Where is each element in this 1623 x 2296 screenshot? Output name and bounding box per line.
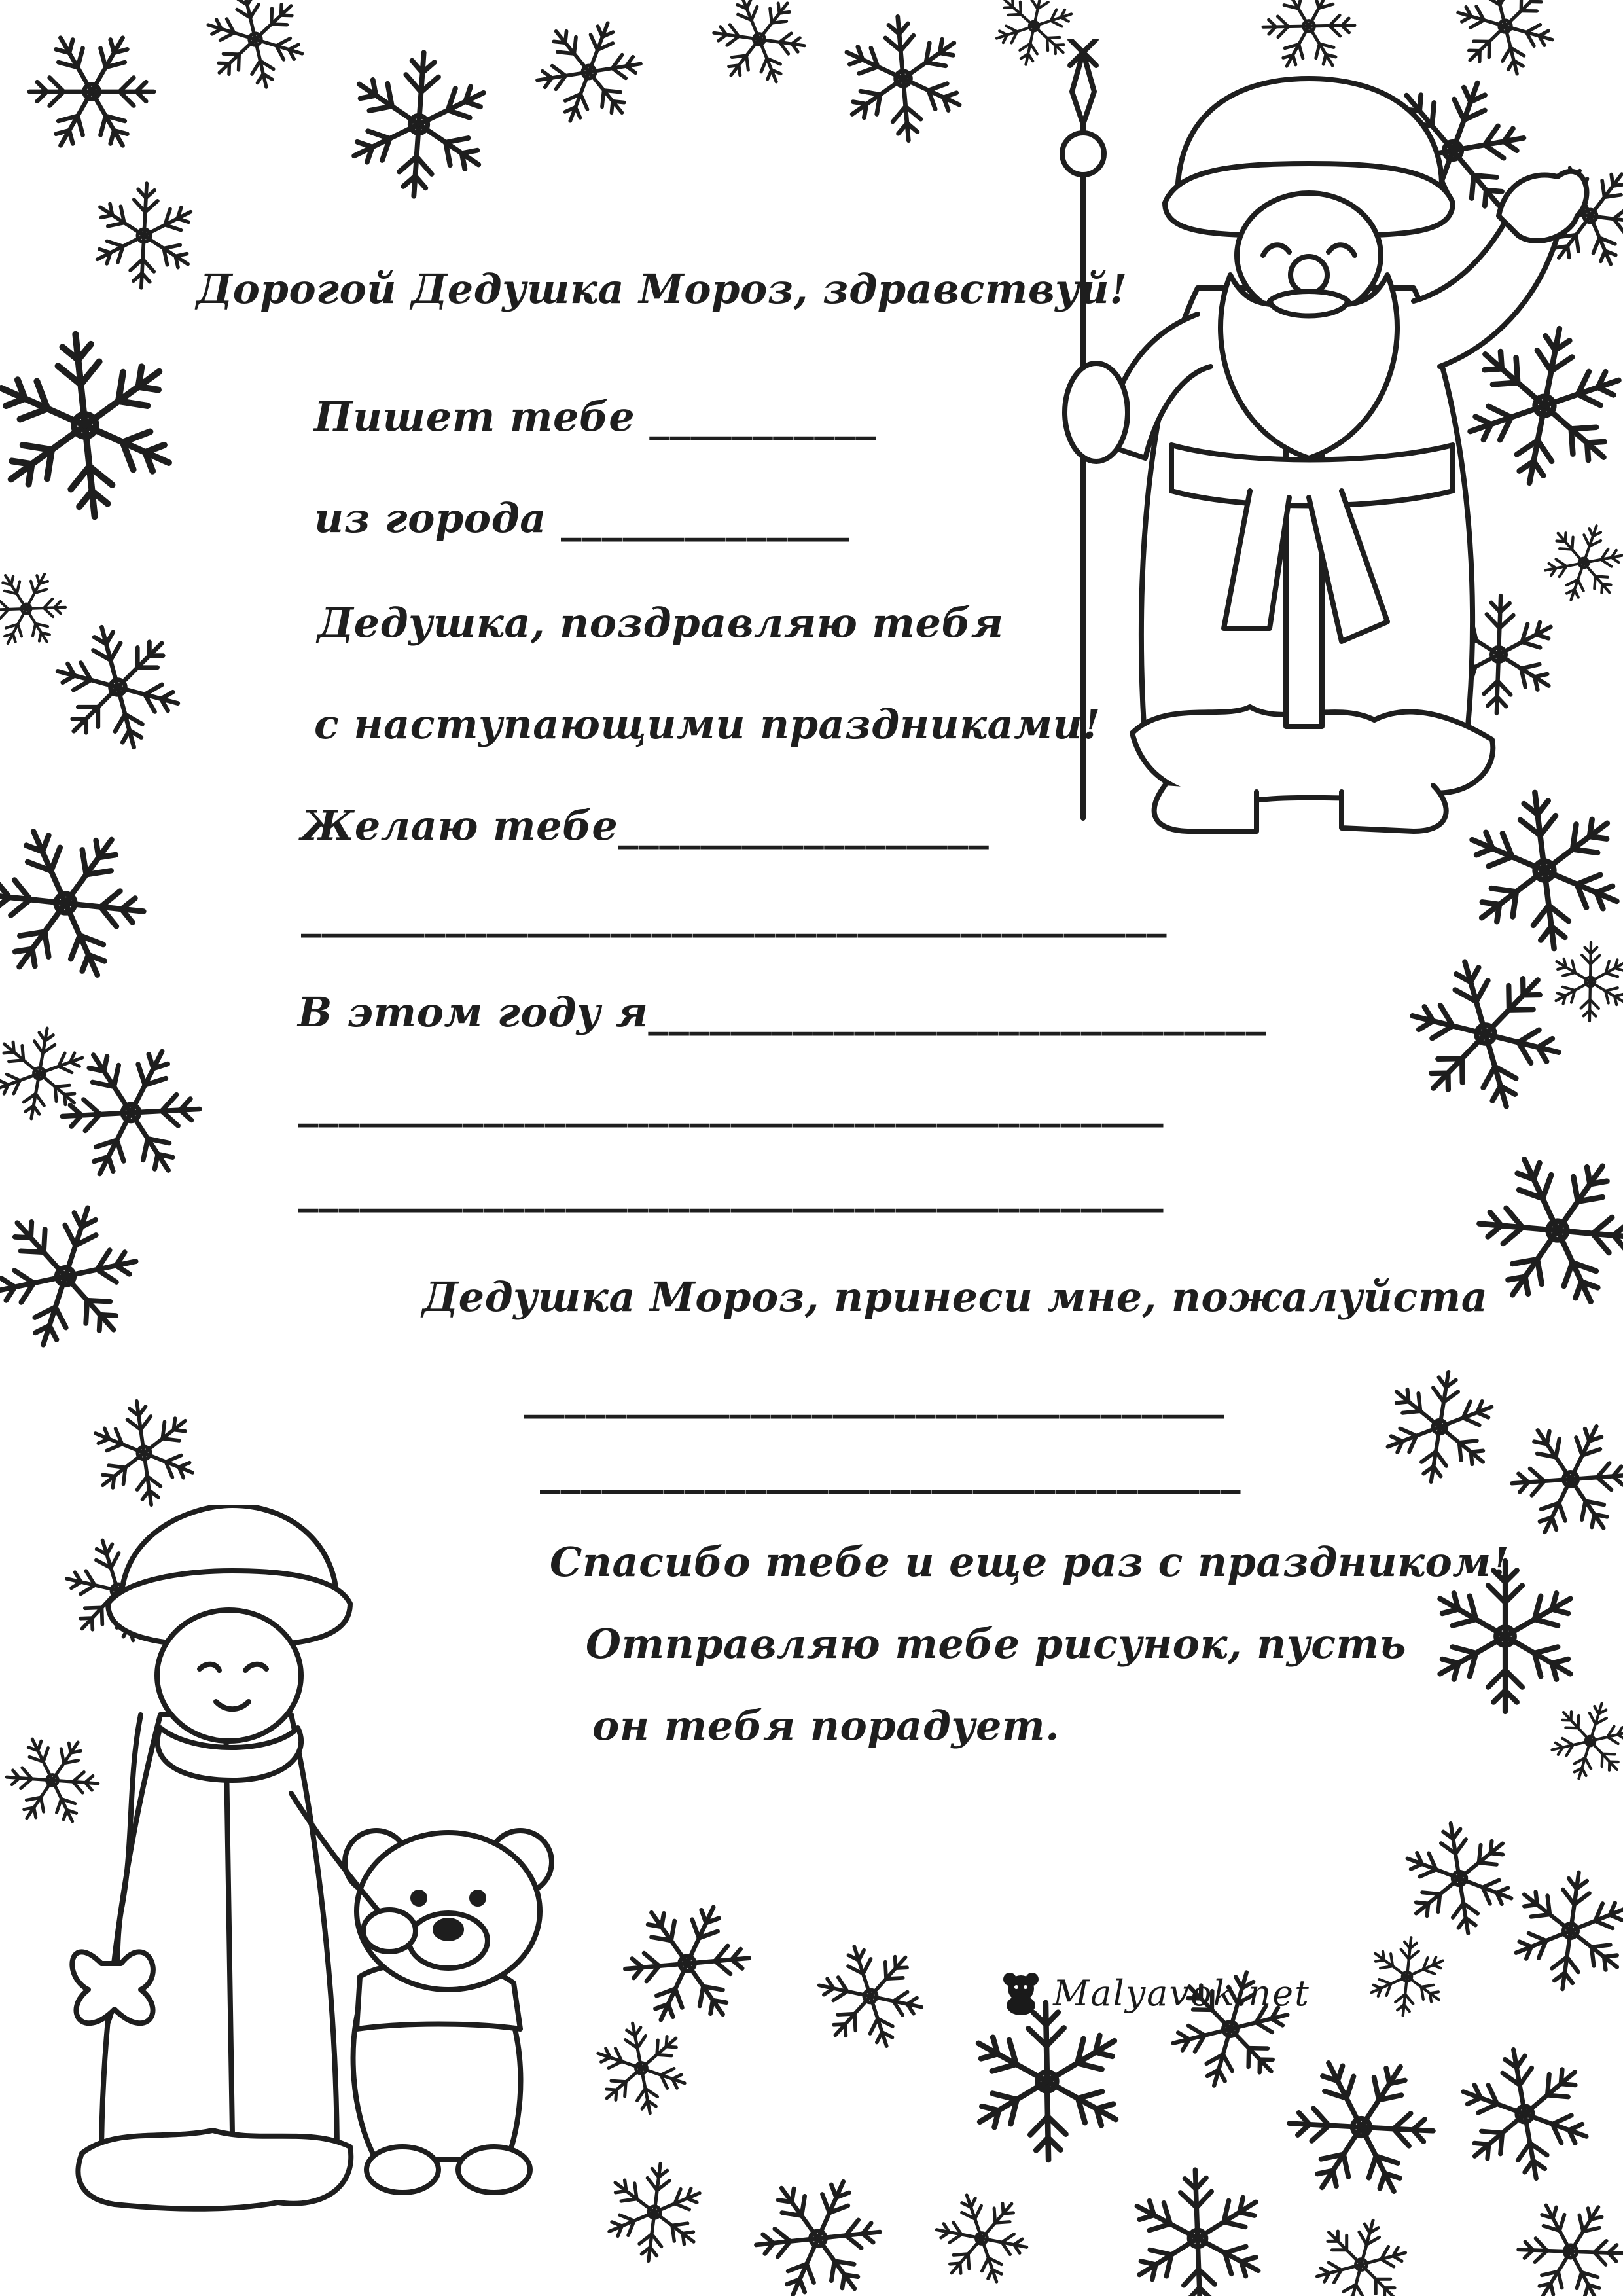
congrats-line-2: с наступающими праздниками!: [314, 700, 1101, 748]
snowflake-icon: [625, 1907, 749, 2020]
snowflake-icon: [1463, 2050, 1586, 2179]
brand-text: Malyavok.net: [1053, 1972, 1310, 2014]
snowflake-icon: [62, 1051, 200, 1174]
snowflake-icon: [1, 334, 169, 516]
snowflake-icon: [978, 2003, 1116, 2160]
wish-you-line: Желаю тебе__________________: [301, 802, 990, 850]
this-year-blank-2: __________________________________________: [298, 1165, 1164, 1213]
snowflake-icon: [847, 16, 959, 140]
snowflake-icon: [29, 38, 154, 146]
brand-watermark: [998, 1970, 1310, 2016]
snowflake-icon: [1412, 961, 1558, 1106]
letter-greeting: Дорогой Дедушка Мороз, здравствуй!: [196, 265, 1128, 313]
snowflake-icon: [1556, 942, 1623, 1021]
please-bring-line: Дедушка Мороз, принеси мне, пожалуйста: [422, 1273, 1488, 1321]
snowflake-icon: [1408, 1823, 1512, 1933]
snowflake-icon: [98, 183, 191, 288]
bring-blank-2: __________________________________: [540, 1446, 1241, 1494]
snegurochka-and-bear-icon: [62, 1505, 586, 2225]
snowflake-icon: [1518, 2205, 1623, 2296]
snowflake-icon: [1552, 1704, 1623, 1779]
snowflake-icon: [757, 2181, 880, 2295]
ded-moroz-icon: [1034, 39, 1590, 838]
snowflake-icon: [1479, 1159, 1623, 1302]
snowflake-icon: [1512, 1426, 1623, 1532]
snowflake-icon: [0, 831, 143, 975]
snowflake-icon: [354, 52, 484, 196]
this-year-blank-1: __________________________________________: [298, 1080, 1164, 1128]
snowflake-icon: [1289, 2063, 1433, 2191]
thanks-line: Спасибо тебе и еще раз с праздником!: [550, 1538, 1510, 1586]
snowflake-icon: [714, 0, 805, 82]
snowflake-icon: [208, 0, 302, 87]
writes-to-you-line: Пишет тебе ___________: [314, 393, 876, 440]
snowflake-icon: [58, 627, 178, 747]
snowflake-icon: [598, 2023, 685, 2113]
snowflake-icon: [609, 2164, 700, 2261]
snowflake-icon: [1317, 2220, 1405, 2296]
teddy-bear-icon: [998, 1970, 1044, 2016]
snowflake-icon: [1388, 1372, 1492, 1482]
snowflake-icon: [1137, 2170, 1258, 2296]
sending-drawing-line: Отправляю тебе рисунок, пусть: [586, 1620, 1407, 1668]
snowflake-icon: [0, 1208, 136, 1344]
wish-blank-line: __________________________________________: [301, 890, 1167, 938]
snowflake-icon: [819, 1946, 922, 2046]
this-year-line: В этом году я______________________________: [298, 988, 1267, 1036]
bring-blank-1: __________________________________: [524, 1371, 1224, 1419]
hope-it-pleases-line: он тебя порадует.: [592, 1702, 1060, 1749]
snowflake-icon: [1371, 1937, 1443, 2015]
from-city-line: из города ______________: [314, 494, 850, 542]
snowflake-icon: [96, 1401, 192, 1505]
snowflake-icon: [537, 23, 641, 120]
congrats-line-1: Дедушка, поздравляю тебя: [317, 599, 1004, 647]
snowflake-icon: [936, 2195, 1026, 2282]
snowflake-icon: [0, 574, 65, 643]
snowflake-icon: [1516, 1873, 1623, 1989]
